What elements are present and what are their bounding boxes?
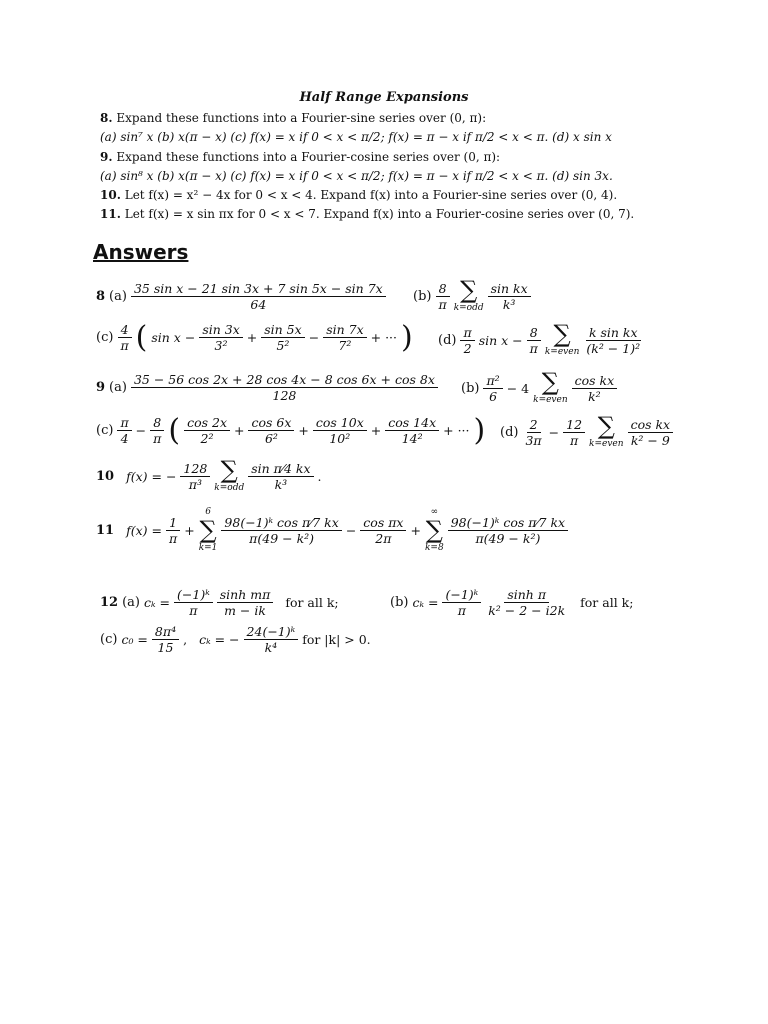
answer-12-label: 12: [100, 595, 119, 610]
lhs: cₖ =: [412, 595, 439, 610]
numerator: 98(−1)ᵏ cos π⁄7 kx: [448, 515, 568, 531]
fraction: [488, 281, 531, 312]
part-label: (d): [438, 332, 457, 348]
coefficient: [435, 281, 449, 312]
denominator: (k² − 1)²: [586, 340, 641, 356]
problem-9-number: 9.: [100, 150, 113, 164]
answer-12a: [100, 587, 339, 618]
term: sin x −: [151, 330, 196, 345]
period: .: [317, 468, 322, 484]
answer-12c: [100, 624, 371, 655]
denominator: π: [153, 431, 162, 446]
problem-8-number: 8.: [100, 111, 113, 125]
left-paren: (: [168, 413, 181, 448]
numerator: cos kx: [628, 417, 674, 433]
problem-11-number: 11.: [100, 207, 121, 221]
denominator: 14²: [401, 431, 423, 446]
denominator: π: [438, 296, 447, 312]
denominator: 3²: [214, 338, 228, 353]
part-label: (a): [109, 380, 127, 395]
numerator: sin 7x: [323, 322, 366, 338]
coefficient: [180, 461, 210, 492]
part-label: (b): [461, 380, 480, 396]
sigma-icon: ∑: [597, 412, 615, 440]
summation: [214, 458, 244, 494]
denominator: π(49 − k²): [475, 530, 541, 546]
answer-10-label: 10: [96, 468, 115, 484]
condition: for all k;: [285, 595, 339, 610]
left-paren: (: [135, 320, 148, 355]
sum-upper-limit: ∞: [430, 507, 439, 517]
operator: +: [234, 423, 245, 438]
numerator: π²: [483, 373, 502, 389]
coefficient: [483, 373, 502, 404]
numerator: 8: [150, 415, 164, 431]
operator: +: [370, 423, 382, 438]
denominator: 2: [463, 340, 472, 356]
term: sin x −: [478, 332, 523, 348]
numerator: cos 14x: [385, 415, 439, 431]
part-label: (b): [390, 595, 409, 610]
denominator: 128: [272, 388, 297, 403]
denominator: 15: [157, 640, 174, 655]
tail: + ···: [370, 330, 398, 345]
denominator: k⁴: [264, 640, 278, 655]
lhs: cₖ = −: [199, 632, 240, 647]
condition: for all k;: [580, 595, 634, 610]
denominator: 6²: [264, 431, 278, 446]
operator: −: [308, 330, 320, 345]
operator: −: [135, 423, 147, 438]
denominator: π: [189, 603, 198, 618]
part-label: (d): [500, 424, 519, 440]
fraction: [583, 325, 643, 356]
coefficient: [460, 325, 474, 356]
answer-9d: [500, 414, 673, 450]
sigma-icon: ∑: [541, 368, 559, 396]
coefficient: [117, 322, 131, 353]
sum-limit: k=1: [198, 543, 218, 553]
summation: [425, 506, 444, 554]
numerator: 8: [436, 281, 450, 297]
fraction: [244, 624, 299, 655]
denominator: k³: [502, 296, 516, 312]
answer-9c: [96, 413, 485, 448]
part-label: (c): [100, 632, 118, 647]
fraction: [152, 624, 179, 655]
numerator: (−1)ᵏ: [174, 587, 213, 603]
part-label: (a): [122, 595, 140, 610]
part-label: (b): [413, 288, 432, 304]
denominator: 2π: [375, 530, 392, 546]
numerator: sinh π: [504, 587, 549, 603]
problem-8-parts: (a) sin⁷ x (b) x(π − x) (c) f(x) = x if 0 < x < π/2; f(x) = π − x if π/2 < x < π. (d) x sin x: [100, 130, 612, 144]
sum-upper-limit: 6: [205, 507, 211, 517]
lhs: f(x) =: [126, 522, 162, 538]
numerator: sin π⁄4 kx: [248, 461, 313, 477]
answer-9a: [96, 372, 438, 403]
fraction: [628, 417, 674, 448]
problem-8-text: Expand these functions into a Fourier-sine series over (0, π):: [116, 111, 487, 125]
numerator: 128: [180, 461, 210, 477]
denominator: 64: [250, 297, 267, 312]
denominator: π(49 − k²): [249, 530, 315, 546]
fraction: [131, 281, 386, 312]
numerator: 35 sin x − 21 sin 3x + 7 sin 5x − sin 7x: [131, 281, 386, 297]
separator: ,: [183, 632, 188, 647]
numerator: π: [117, 415, 131, 431]
denominator: π: [457, 603, 466, 618]
denominator: 3π: [525, 432, 542, 448]
problem-11: [100, 207, 634, 221]
denominator: 7²: [338, 338, 352, 353]
fraction: [360, 515, 406, 546]
fraction: [485, 587, 568, 618]
fraction: [199, 322, 242, 353]
denominator: 2²: [200, 431, 214, 446]
coefficient: [563, 417, 585, 448]
numerator: k sin kx: [586, 325, 641, 341]
answer-11: [96, 506, 568, 554]
answer-8c: [96, 320, 413, 355]
problem-10-text: Let f(x) = x² − 4x for 0 < x < 4. Expand f(x) into a Fourier-sine series over (0, 4).: [124, 188, 618, 202]
fraction: [442, 587, 481, 618]
summation: [533, 370, 568, 406]
fraction: [131, 372, 438, 403]
answer-9-label: 9: [96, 380, 106, 395]
right-paren: ): [401, 320, 413, 355]
answer-10: [96, 458, 322, 494]
denominator: π: [168, 530, 178, 546]
denominator: k² − 9: [630, 432, 670, 448]
denominator: k³: [274, 476, 288, 492]
summation: [589, 414, 624, 450]
denominator: m − ik: [224, 603, 266, 618]
denominator: π: [529, 340, 538, 356]
fraction: [323, 322, 366, 353]
numerator: sin 3x: [199, 322, 242, 338]
problem-10: [100, 188, 617, 202]
answer-9b: [461, 370, 617, 406]
sigma-icon: ∑: [220, 456, 238, 484]
fraction: [174, 587, 213, 618]
sigma-icon: ∑: [425, 516, 443, 544]
sigma-icon: ∑: [199, 516, 217, 544]
fraction: [221, 515, 341, 546]
page-title: Half Range Expansions: [299, 90, 469, 105]
term: − 4: [506, 380, 530, 396]
operator: +: [410, 522, 421, 538]
fraction: [184, 415, 230, 446]
numerator: (−1)ᵏ: [442, 587, 481, 603]
problem-11-text: Let f(x) = x sin πx for 0 < x < 7. Expand f(x) into a Fourier-cosine series over (0, 7).: [124, 207, 635, 221]
answer-12b: [390, 587, 633, 618]
numerator: 8: [527, 325, 541, 341]
problem-9-parts: (a) sin⁸ x (b) x(π − x) (c) f(x) = x if 0 < x < π/2; f(x) = π − x if π/2 < x < π. (d) sin 3x.: [100, 169, 613, 183]
fraction: [217, 587, 274, 618]
denominator: k² − 2 − i2k: [488, 603, 566, 618]
numerator: 35 − 56 cos 2x + 28 cos 4x − 8 cos 6x + cos 8x: [131, 372, 438, 388]
sigma-icon: ∑: [460, 276, 478, 304]
tail: + ···: [443, 423, 470, 438]
condition: for |k| > 0.: [302, 632, 371, 647]
numerator: cos 2x: [184, 415, 230, 431]
denominator: π: [569, 432, 579, 448]
numerator: 24(−1)ᵏ: [244, 624, 299, 640]
numerator: sin kx: [488, 281, 531, 297]
fraction: [385, 415, 439, 446]
sigma-icon: ∑: [553, 320, 571, 348]
operator: −: [548, 424, 560, 440]
answer-8-label: 8: [96, 289, 106, 304]
numerator: sin 5x: [261, 322, 304, 338]
denominator: k²: [588, 388, 601, 404]
coefficient: [166, 515, 180, 546]
coefficient: [117, 415, 131, 446]
sum-limit: k=8: [424, 543, 444, 553]
sum-limit: k=even: [544, 347, 580, 357]
answer-11-label: 11: [96, 522, 115, 538]
numerator: cos 6x: [248, 415, 294, 431]
fraction: [572, 373, 618, 404]
numerator: cos 10x: [313, 415, 367, 431]
numerator: 4: [118, 322, 132, 338]
summation: [454, 278, 484, 314]
coefficient: [527, 325, 541, 356]
sum-limit: k=odd: [453, 303, 484, 313]
lhs: f(x) = −: [126, 468, 177, 484]
numerator: 1: [166, 515, 180, 531]
sum-limit: k=odd: [214, 483, 245, 493]
denominator: 10²: [329, 431, 351, 446]
sum-limit: k=even: [533, 395, 568, 405]
denominator: 4: [120, 431, 129, 446]
answer-8a: [96, 281, 386, 312]
right-paren: ): [473, 413, 486, 448]
numerator: cos kx: [572, 373, 618, 389]
denominator: 6: [489, 388, 498, 404]
summation: [199, 506, 218, 554]
numerator: sinh mπ: [217, 587, 274, 603]
numerator: 12: [563, 417, 585, 433]
numerator: cos πx: [360, 515, 406, 531]
fraction: [313, 415, 367, 446]
part-label: (c): [96, 423, 114, 438]
fraction: [261, 322, 304, 353]
numerator: 98(−1)ᵏ cos π⁄7 kx: [221, 515, 341, 531]
numerator: 2: [527, 417, 541, 433]
operator: +: [184, 522, 195, 538]
denominator: 5²: [276, 338, 290, 353]
answer-8d: [438, 322, 643, 358]
denominator: π: [120, 338, 129, 353]
fraction: [248, 415, 294, 446]
operator: −: [345, 522, 357, 538]
summation: [545, 322, 580, 358]
problem-9-text: Expand these functions into a Fourier-cosine series over (0, π):: [116, 150, 501, 164]
numerator: π: [460, 325, 474, 341]
fraction: [448, 515, 568, 546]
problem-9: [100, 150, 500, 164]
numerator: 8π⁴: [152, 624, 179, 640]
sum-limit: k=even: [589, 439, 624, 449]
coefficient: [522, 417, 544, 448]
problem-8: [100, 111, 486, 125]
lhs: c₀ =: [121, 632, 148, 647]
operator: +: [246, 330, 258, 345]
problem-10-number: 10.: [100, 188, 121, 202]
part-label: (a): [109, 289, 127, 304]
lhs: cₖ =: [144, 595, 171, 610]
part-label: (c): [96, 330, 114, 345]
denominator: π³: [188, 476, 202, 492]
operator: +: [298, 423, 309, 438]
coefficient: [150, 415, 164, 446]
fraction: [248, 461, 313, 492]
answer-8b: [413, 278, 531, 314]
answers-heading: Answers: [93, 240, 189, 264]
